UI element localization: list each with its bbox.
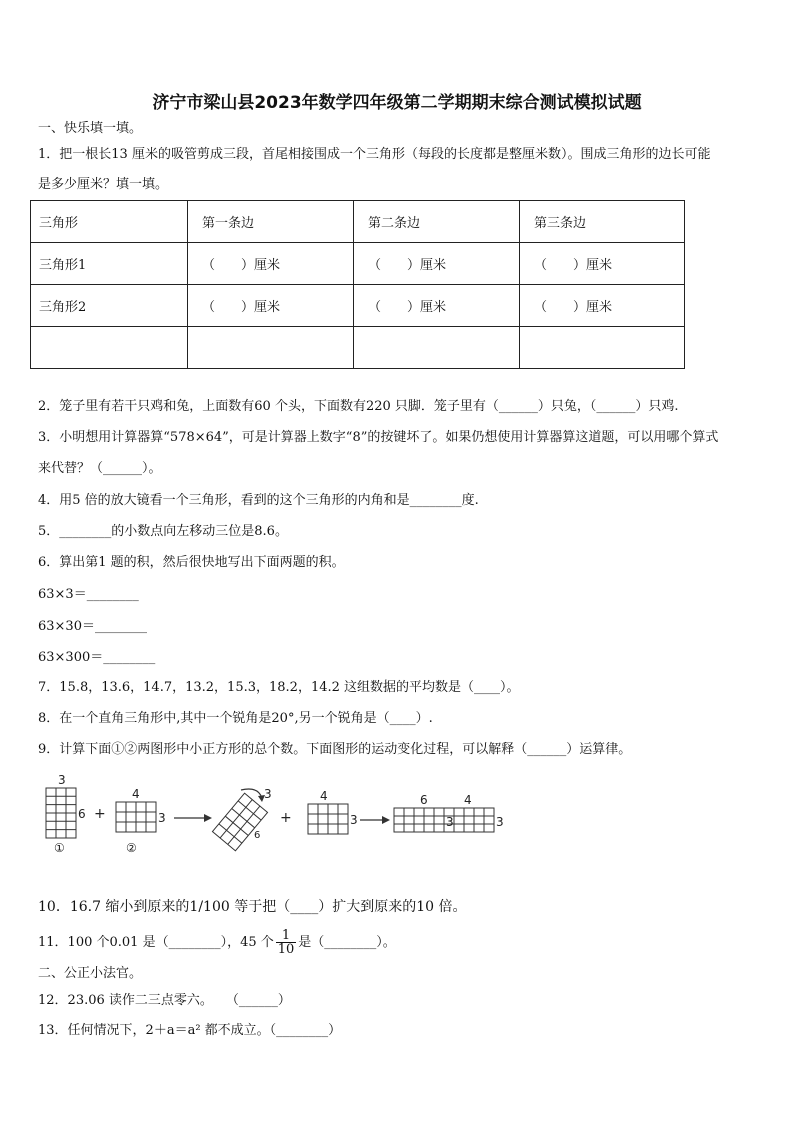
table-header-row	[31, 201, 685, 243]
combined-grid-side-label: 3	[496, 815, 504, 829]
table-cell: 三角形1	[31, 243, 188, 285]
grid-2-caption: ②	[126, 841, 137, 854]
question-6-c: 63×300＝________	[38, 650, 156, 665]
triangle-table	[30, 200, 685, 369]
combined-grid-top-right-label: 4	[464, 793, 472, 807]
table-cell-answer[interactable]	[31, 327, 188, 369]
page-title: 济宁市梁山县2023年数学四年级第二学期期末综合测试模拟试题	[152, 93, 642, 113]
question-12: 12．23.06 读作二三点零六。 （______）	[38, 993, 291, 1008]
table-row	[31, 285, 685, 327]
table-header: 三角形	[31, 201, 188, 243]
question-11-pre: 11．100 个0.01 是（________），45 个	[38, 935, 274, 950]
grid-4x3	[116, 802, 156, 832]
table-header: 第二条边	[354, 201, 520, 243]
question-1-line-1: 1．把一根长13 厘米的吸管剪成三段，首尾相接围成一个三角形（每段的长度都是整厘米数）。围成三角形的边长可能	[38, 147, 711, 162]
table-cell: 三角形2	[31, 285, 188, 327]
question-1-line-2: 是多少厘米？填一填。	[38, 177, 169, 192]
fraction	[276, 929, 297, 956]
question-8: 8．在一个直角三角形中,其中一个锐角是20°,另一个锐角是（____）.	[38, 711, 433, 726]
plus-sign: +	[94, 806, 106, 822]
grid-1-side-label: 6	[78, 807, 86, 821]
grid-4-top-label: 4	[320, 789, 328, 803]
table-cell-answer[interactable]	[188, 327, 354, 369]
question-6-a: 63×3＝________	[38, 587, 139, 602]
fraction-numerator: 1	[276, 929, 297, 943]
grid-4-side-label: 3	[350, 813, 358, 827]
table-cell-answer[interactable]: （ ）厘米	[188, 243, 354, 285]
question-6-stem: 6．算出第1 题的积，然后很快地写出下面两题的积。	[38, 555, 345, 570]
arrow-icon	[174, 814, 212, 822]
fraction-denominator: 10	[277, 942, 295, 957]
grid-3x6	[46, 788, 76, 838]
combined-grid	[394, 808, 494, 832]
table-header: 第一条边	[188, 201, 354, 243]
question-13: 13．任何情况下，2＋a＝a² 都不成立。（________）	[38, 1023, 342, 1038]
question-11	[38, 928, 396, 958]
question-3-line-1: 3．小明想用计算器算“578×64”，可是计算器上数字“8”的按键坏了。如果仍想使用计算器算这道题，可以用哪个算式	[38, 430, 719, 445]
arrow-icon	[360, 816, 390, 824]
table-cell-answer[interactable]: （ ）厘米	[520, 243, 685, 285]
question-2: 2．笼子里有若干只鸡和兔，上面数有60 个头，下面数有220 只脚．笼子里有（______）只兔，（______）只鸡.	[38, 399, 679, 414]
section-heading-2: 二、公正小法官。	[38, 966, 143, 981]
rotated-grid	[212, 793, 267, 851]
question-6-b: 63×30＝________	[38, 619, 147, 634]
grid-1-caption: ①	[54, 841, 65, 854]
table-row	[31, 243, 685, 285]
question-10: 10．16.7 缩小到原来的1/100 等于把（____）扩大到原来的10 倍。	[38, 899, 467, 915]
question-4: 4．用5 倍的放大镜看一个三角形，看到的这个三角形的内角和是________度.	[38, 493, 479, 508]
table-cell-answer[interactable]: （ ）厘米	[354, 285, 520, 327]
question-9-stem: 9．计算下面①②两图形中小正方形的总个数。下面图形的运动变化过程，可以解释（______）运算律。	[38, 742, 632, 757]
grid-4x3-second	[308, 804, 348, 834]
rotated-grid-side-label: 6	[254, 830, 261, 841]
grid-2-top-label: 4	[132, 787, 140, 801]
table-cell-answer[interactable]	[520, 327, 685, 369]
question-3-line-2: 来代替？（______）。	[38, 461, 162, 476]
combined-grid-mid-label: 3	[446, 815, 454, 829]
table-cell-answer[interactable]: （ ）厘米	[354, 243, 520, 285]
combined-grid-top-left-label: 6	[420, 793, 428, 807]
question-7: 7．15.8，13.6，14.7，13.2，15.3，18.2，14.2 这组数据的平均数是（____）。	[38, 680, 520, 695]
grid-rotation-figure	[36, 772, 506, 854]
rotated-grid-label: 3	[264, 787, 272, 801]
table-cell-answer[interactable]: （ ）厘米	[520, 285, 685, 327]
grid-2-side-label: 3	[158, 811, 166, 825]
table-row	[31, 327, 685, 369]
plus-sign: +	[280, 810, 292, 826]
section-heading-1: 一、快乐填一填。	[38, 121, 143, 136]
table-header: 第三条边	[520, 201, 685, 243]
question-11-post: 是（________）。	[298, 935, 396, 950]
grid-1-top-label: 3	[58, 773, 66, 787]
table-cell-answer[interactable]	[354, 327, 520, 369]
table-cell-answer[interactable]: （ ）厘米	[188, 285, 354, 327]
question-5: 5．________的小数点向左移动三位是8.6。	[38, 524, 288, 539]
